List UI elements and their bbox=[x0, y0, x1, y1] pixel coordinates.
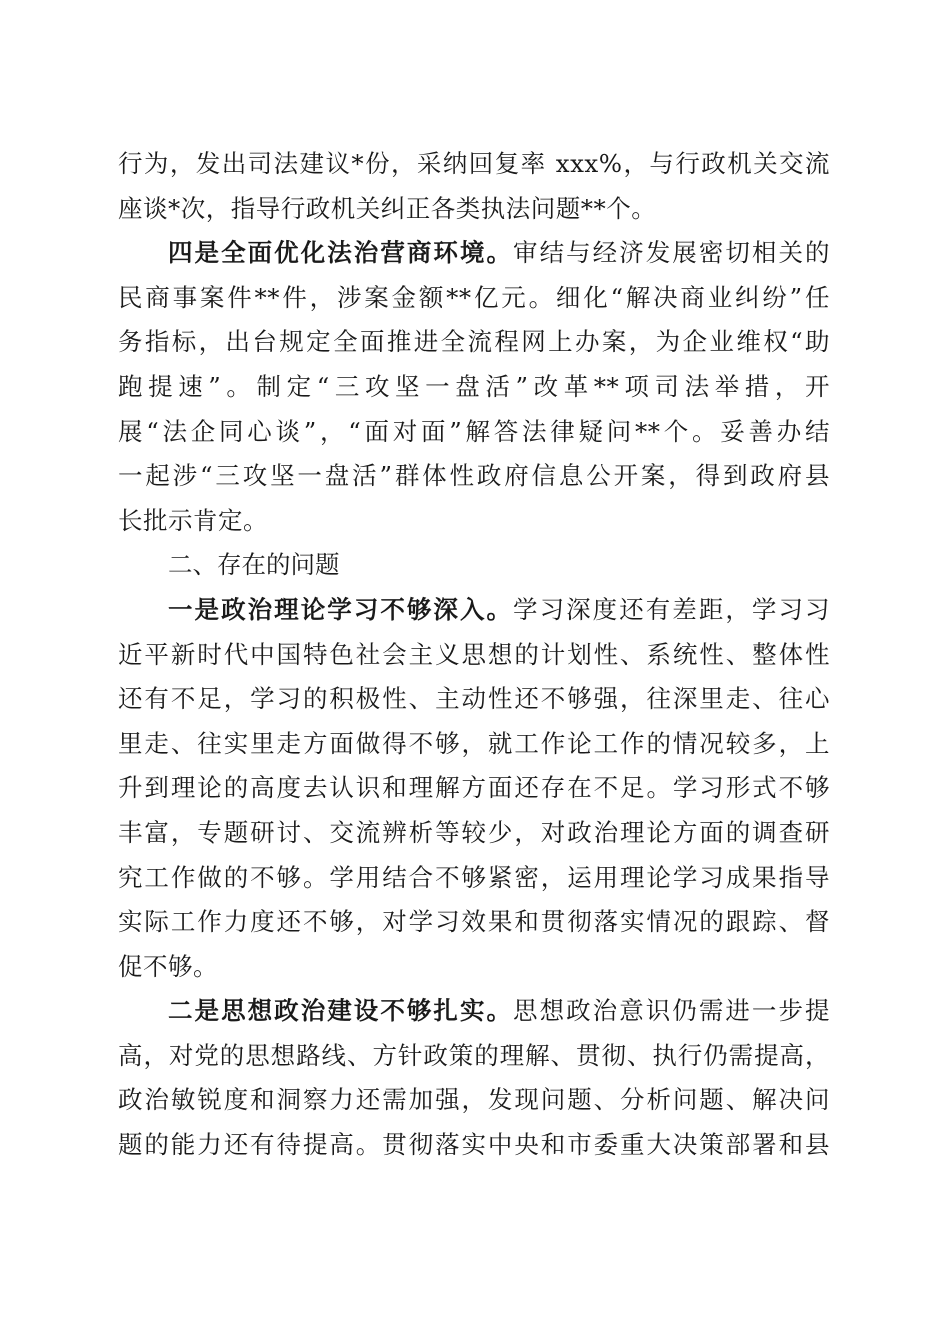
paragraph-first-line bbox=[118, 588, 830, 633]
text-line: 一起涉“三攻坚一盘活”群体性政府信息公开案，得到政府县 bbox=[118, 461, 830, 491]
text-line: 题的能力还有待提高。贯彻落实中央和市委重大决策部署和县 bbox=[118, 1130, 830, 1160]
paragraph-lead: 四是全面优化法治营商环境。 bbox=[168, 238, 514, 268]
paragraph-text: 思想政治意识仍需进一步提 bbox=[513, 996, 831, 1026]
text-line: 座谈*次，指导行政机关纠正各类执法问题**个。 bbox=[118, 193, 657, 223]
text-line: 里走、往实里走方面做得不够，就工作论工作的情况较多，上 bbox=[118, 728, 830, 758]
text-line: 实际工作力度还不够，对学习效果和贯彻落实情况的跟踪、督 bbox=[118, 907, 830, 937]
text-line: 丰富，专题研讨、交流辨析等较少，对政治理论方面的调查研 bbox=[118, 817, 830, 847]
paragraph-lead: 一是政治理论学习不够深入。 bbox=[168, 594, 514, 624]
paragraph-lead: 二是思想政治建设不够扎实。 bbox=[168, 996, 514, 1026]
text-line: 高，对党的思想路线、方针政策的理解、贯彻、执行仍需提高， bbox=[118, 1040, 830, 1070]
text-line: 升到理论的高度去认识和理解方面还存在不足。学习形式不够 bbox=[118, 773, 830, 803]
text-line: 究工作做的不够。学用结合不够紧密，运用理论学习成果指导 bbox=[118, 862, 830, 892]
text-line: 近平新时代中国特色社会主义思想的计划性、系统性、整体性 bbox=[118, 639, 830, 669]
text-line: 行为，发出司法建议*份，采纳回复率 xxx%，与行政机关交流 bbox=[118, 149, 830, 178]
document-page bbox=[118, 142, 830, 1168]
text-line: 还有不足，学习的积极性、主动性还不够强，往深里走、往心 bbox=[118, 684, 830, 714]
text-line: 务指标，出台规定全面推进全流程网上办案，为企业维权“助 bbox=[118, 327, 830, 357]
paragraph-first-line bbox=[118, 989, 830, 1034]
text-line: 跑提速”。制定“三攻坚一盘活”改革**项司法举措，开 bbox=[118, 371, 830, 401]
paragraph-text: 审结与经济发展密切相关的 bbox=[513, 238, 831, 268]
paragraph-first-line bbox=[118, 231, 830, 276]
section-heading: 二、存在的问题 bbox=[168, 550, 340, 580]
text-line: 政治敏锐度和洞察力还需加强，发现问题、分析问题、解决问 bbox=[118, 1085, 830, 1115]
text-line: 促不够。 bbox=[118, 951, 218, 981]
text-line: 展“法企同心谈”，“面对面”解答法律疑问**个。妥善办结 bbox=[118, 416, 830, 446]
text-line: 民商事案件**件，涉案金额**亿元。细化“解决商业纠纷”任 bbox=[118, 282, 830, 312]
paragraph-text: 学习深度还有差距，学习习 bbox=[513, 594, 831, 624]
text-line: 长批示肯定。 bbox=[118, 505, 268, 535]
